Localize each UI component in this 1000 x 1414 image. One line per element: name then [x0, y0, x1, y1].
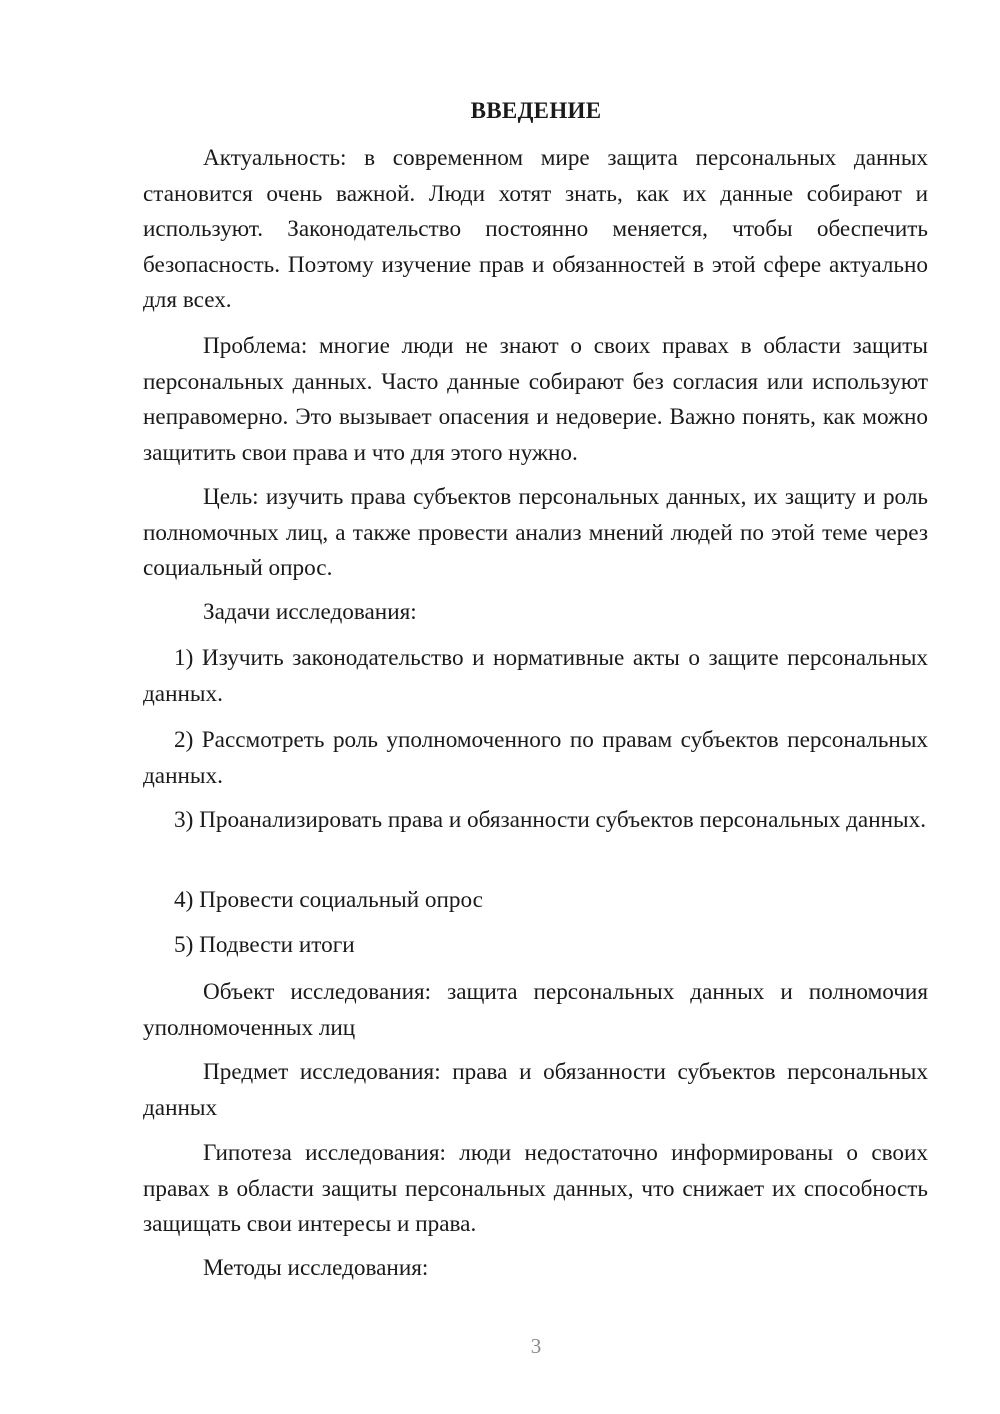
paragraph-relevance: Актуальность: в современном мире защита персональных данных становится очень важной. Люди хотят знать, как их данные собирают и используют. Законодательство постоянно меняется, чтобы обеспечить безопасность. Поэтому изучение прав и обязанностей в этой сфере актуально для всех. — [143, 145, 928, 313]
task-item: 4) Провести социальный опрос — [174, 887, 483, 913]
paragraph-problem: Проблема: многие люди не знают о своих правах в области защиты персональных данных. Часто данные собирают без согласия или используют неправомерно. Это вызывает опасения и недоверие. Важно понять, как можно защитить свои права и что для этого нужно. — [143, 333, 928, 466]
page-number: 3 — [530, 1334, 542, 1358]
task-item: 2) Рассмотреть роль уполномоченного по правам субъектов персональных данных. — [143, 727, 928, 789]
task-item: 1) Изучить законодательство и нормативные акты о защите персональных данных. — [143, 645, 928, 707]
paragraph-subject: Предмет исследования: права и обязанности субъектов персональных данных — [143, 1059, 928, 1121]
paragraph-goal: Цель: изучить права субъектов персональных данных, их защиту и роль полномочных лиц, а также провести анализ мнений людей по этой теме через социальный опрос. — [143, 484, 928, 581]
paragraph-hypothesis: Гипотеза исследования: люди недостаточно информированы о своих правах в области защиты персональных данных, что снижает их способность защищать свои интересы и права. — [143, 1140, 928, 1237]
paragraph-object: Объект исследования: защита персональных данных и полномочия уполномоченных лиц — [143, 979, 928, 1041]
tasks-heading: Задачи исследования: — [203, 599, 417, 625]
methods-heading: Методы исследования: — [203, 1255, 429, 1281]
task-item: 5) Подвести итоги — [174, 932, 355, 958]
task-item: 3) Проанализировать права и обязанности субъектов персональных данных. — [174, 807, 926, 833]
section-title: ВВЕДЕНИЕ — [470, 98, 602, 123]
